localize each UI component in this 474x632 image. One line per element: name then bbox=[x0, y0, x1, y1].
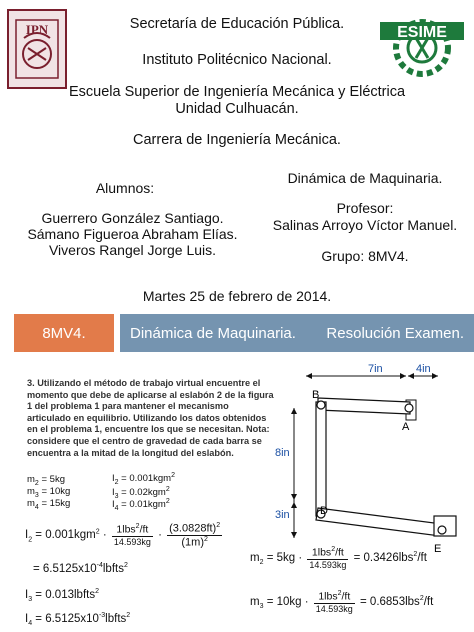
point-label-d: D bbox=[320, 505, 328, 517]
given-m3: $m_3 = 10kg$ bbox=[27, 486, 71, 499]
dim-label-4in: 4in bbox=[416, 363, 431, 375]
given-m2: $m_2 = 5kg$ bbox=[27, 474, 65, 487]
band-exam: Resolución Examen. bbox=[326, 324, 464, 342]
arrow-left-icon bbox=[408, 373, 414, 379]
equation-m2: $m_2 = 5kg$ · $\frac{1lbs^2/ft}{14.593kg}$ = 0.3426lbs$^2$/ft bbox=[250, 546, 427, 570]
dim-label-3in: 3in bbox=[275, 509, 290, 521]
dim-label-8in: 8in bbox=[275, 447, 290, 459]
student-name-3: Viveros Rangel Jorge Luis. bbox=[48, 242, 217, 258]
arrow-right-icon bbox=[400, 373, 406, 379]
pin-e bbox=[438, 526, 446, 534]
equation-m3: $m_3 = 10kg$ · $\frac{1lbs^2/ft}{14.593kg}$ = 0.6853lbs$^2$/ft bbox=[250, 590, 434, 614]
point-label-e: E bbox=[434, 543, 442, 554]
mechanism-figure bbox=[272, 362, 468, 554]
arrow-down-icon bbox=[291, 532, 297, 538]
professor-label: Profesor: bbox=[336, 200, 394, 216]
course-subject: Dinámica de Maquinaria. bbox=[287, 170, 443, 186]
band-title bbox=[120, 314, 474, 352]
equation-i4: $I_4$ = $6.5125x10^{-3}lbfts^2$ bbox=[25, 612, 131, 628]
arrow-up-icon bbox=[291, 408, 297, 414]
problem-statement: 3. Utilizando el método de trabajo virtual encuentre el momento que debe de aplicarse al eslabón 2 de la figura 1 del problema 1 para mantener el mecanismo articulado en equilibrio. Utilizando los datos obtenidos en el problema 1, encuentre los que se necesitan. Nota: considere que el centro de gravedad de cada barra se encuentra a la mitad de la longitud del eslabón. bbox=[27, 378, 274, 458]
point-label-a: A bbox=[402, 421, 410, 433]
group-label: Grupo: 8MV4. bbox=[321, 248, 409, 264]
students-label: Alumnos: bbox=[95, 180, 155, 196]
equation-i3: $I_3$ = 0.013lbfts$^2$ bbox=[25, 588, 99, 604]
svg-text:ESIME: ESIME bbox=[397, 24, 447, 41]
equation-i2-result: = $6.5125x10^{-4}lbfts^2$ bbox=[33, 562, 128, 575]
student-name-2: Sámano Figueroa Abraham Elías. bbox=[27, 226, 238, 242]
link-bd bbox=[316, 402, 326, 516]
pin-b bbox=[317, 401, 325, 409]
link-ab bbox=[318, 398, 410, 414]
arrow-right-icon bbox=[432, 373, 438, 379]
given-i2: $I_2 = 0.001kgm^2$ bbox=[112, 472, 175, 487]
header-line-4: Unidad Culhuacán. bbox=[175, 101, 299, 117]
band-subject: Dinámica de Maquinaria. bbox=[130, 324, 296, 342]
arrow-left-icon bbox=[306, 373, 312, 379]
arrow-down-icon bbox=[291, 494, 297, 500]
header-line-2: Instituto Politécnico Nacional. bbox=[142, 52, 332, 68]
given-m4: $m_4 = 15kg$ bbox=[27, 498, 71, 511]
header-line-1: Secretaría de Educación Pública. bbox=[129, 16, 345, 32]
professor-name: Salinas Arroyo Víctor Manuel. bbox=[272, 217, 458, 233]
arrow-up-icon bbox=[291, 502, 297, 508]
equation-i2: $I_2 = 0.001kgm^2$ · $\frac{1lbs^2/ft}{14.593kg}$ · $\frac{(3.0828ft)^2}{(1m)^2}$ bbox=[25, 522, 221, 549]
svg-text:IPN: IPN bbox=[25, 22, 49, 37]
header-line-5: Carrera de Ingeniería Mecánica. bbox=[133, 132, 341, 148]
date-line: Martes 25 de febrero de 2014. bbox=[142, 288, 332, 304]
dim-label-7in: 7in bbox=[368, 363, 383, 375]
pin-a bbox=[405, 404, 413, 412]
link-de bbox=[316, 508, 442, 536]
given-i3: $I_3 = 0.02kgm^2$ bbox=[112, 486, 170, 501]
header-line-3: Escuela Superior de Ingeniería Mecánica y Eléctrica bbox=[68, 84, 406, 100]
point-label-b: B bbox=[312, 389, 320, 401]
student-name-1: Guerrero González Santiago. bbox=[41, 210, 224, 226]
band-group: 8MV4. bbox=[14, 314, 114, 352]
given-i4: $I_4 = 0.01kgm^2$ bbox=[112, 498, 170, 513]
